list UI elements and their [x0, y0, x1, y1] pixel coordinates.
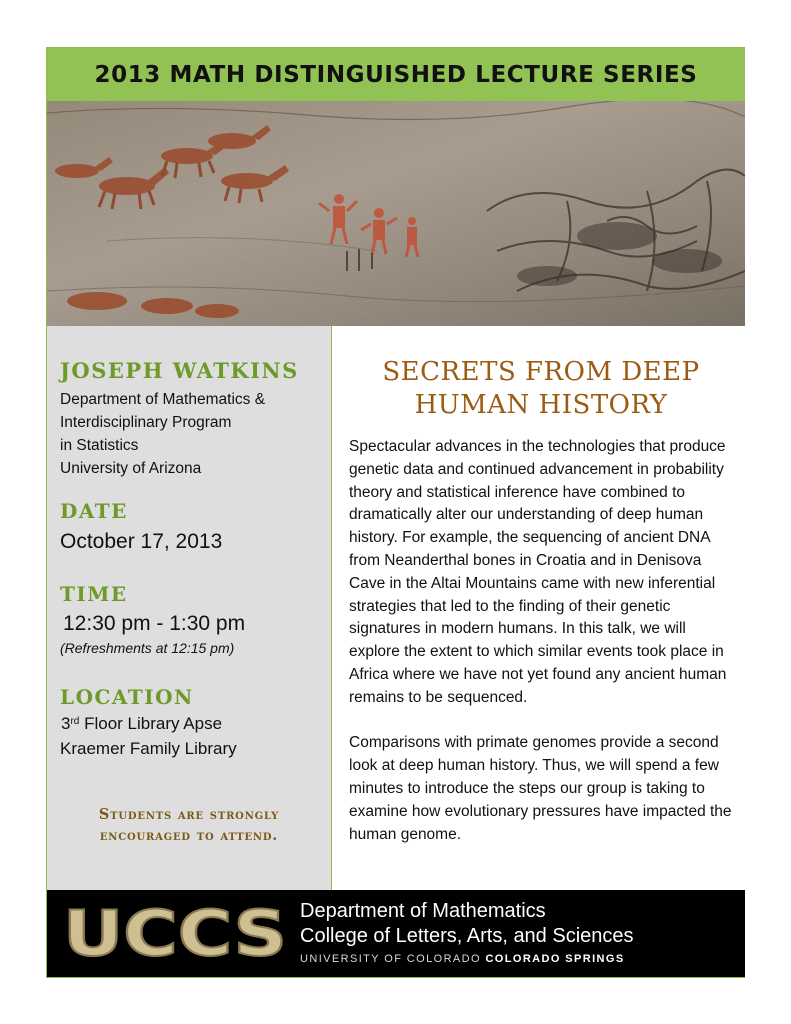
series-title: 2013 MATH DISTINGUISHED LECTURE SERIES — [94, 61, 698, 88]
time-heading: TIME — [60, 582, 128, 606]
floor-ordinal: rd — [70, 716, 80, 727]
svg-text:UCCS: UCCS — [63, 901, 287, 963]
affiliation-line: in Statistics — [60, 437, 139, 454]
uccs-logo — [61, 901, 291, 963]
abstract-paragraph: Spectacular advances in the technologies that produce genetic data and continued advancement in probability theory and statistical inference have combined to dramatically alter our understanding of deep human history. For example, the sequencing of ancient DNA from Neanderthal bones in Croatia and in Denisova Cave in the Altai Mountains came with new inferential strategies that led to the finding of their genetic signatures in modern humans. In this talk, we will explore the extent to which similar events took place in Africa where we have not yet found any ancient human remains to be sequenced. — [349, 438, 727, 706]
abstract-paragraph: Comparisons with primate genomes provide a second look at deep human history. Thus, we will spend a few minutes to introduce the steps our group is taking to examine how evolutionary pressures have impacted the human genome. — [349, 734, 732, 843]
speaker-name: JOSEPH WATKINS — [60, 358, 299, 383]
series-banner — [47, 48, 745, 101]
students-notice — [54, 804, 324, 846]
campus-name: COLORADO SPRINGS — [485, 953, 625, 965]
date-heading: DATE — [60, 499, 128, 523]
notice-line: Students are strongly — [98, 806, 280, 823]
talk-abstract — [349, 436, 739, 846]
time-value: 12:30 pm - 1:30 pm — [63, 612, 246, 635]
footer-department: Department of Mathematics — [300, 900, 546, 922]
location-heading: LOCATION — [60, 685, 194, 709]
affiliation-line: University of Arizona — [60, 460, 202, 477]
date-value: October 17, 2013 — [60, 530, 223, 553]
footer-bar — [47, 890, 745, 977]
talk-title-line: SECRETS FROM DEEP — [382, 357, 700, 387]
refreshments-note: (Refreshments at 12:15 pm) — [60, 640, 235, 656]
speaker-affiliation — [60, 388, 265, 480]
university-name: UNIVERSITY OF COLORADO — [300, 953, 481, 965]
location-floor — [61, 711, 222, 736]
floor-text: Floor Library Apse — [79, 714, 223, 733]
footer-university — [300, 953, 625, 965]
cave-painting-image — [47, 101, 745, 326]
location-library: Kraemer Family Library — [60, 739, 237, 758]
talk-title-line: HUMAN HISTORY — [414, 390, 668, 420]
notice-line: encouraged to attend. — [99, 827, 279, 844]
talk-title — [340, 356, 742, 422]
floor-number: 3 — [61, 714, 71, 733]
footer-college: College of Letters, Arts, and Sciences — [300, 925, 634, 947]
affiliation-line: Department of Mathematics & — [60, 391, 266, 408]
affiliation-line: Interdisciplinary Program — [60, 414, 232, 431]
